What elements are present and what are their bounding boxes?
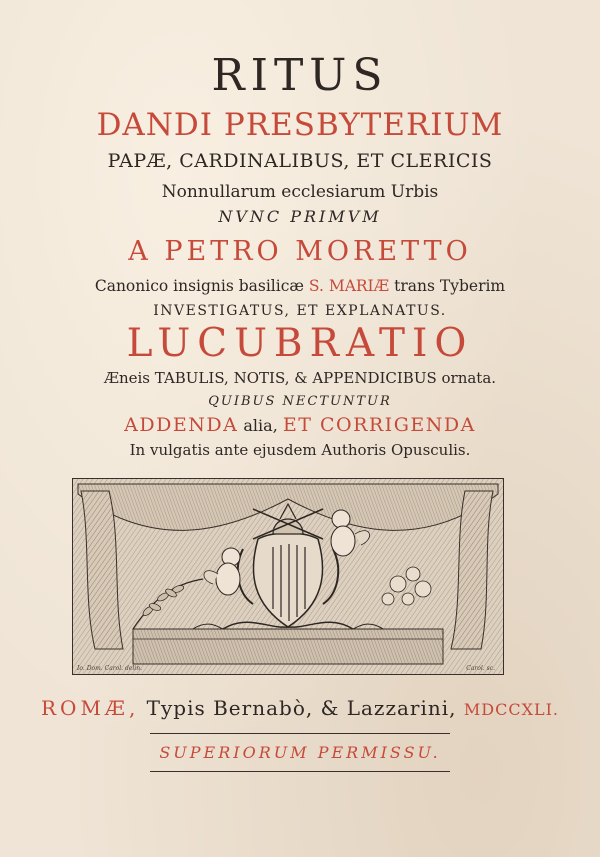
- subtitle-nonnullarum: Nonnullarum ecclesiarum Urbis: [161, 182, 439, 202]
- addenda-text: ADDENDA: [124, 414, 239, 436]
- lucubratio-line: LUCUBRATIO: [126, 321, 474, 366]
- canonico-line: [0, 277, 600, 295]
- quibus-line: QUIBUS NECTUNTUR: [208, 394, 392, 409]
- author-line: A PETRO MORETTO: [128, 236, 472, 267]
- s-mariae-text: S. MARIÆ: [308, 277, 390, 295]
- opusculis-line: In vulgatis ante ejusdem Authoris Opusculis.: [129, 441, 471, 459]
- engraving-credit-left: Io. Dom. Carol. delin.: [77, 665, 143, 672]
- investigatus-line: INVESTIGATUS, ET EXPLANATUS.: [153, 303, 447, 319]
- title-ritus: RITUS: [211, 50, 389, 101]
- subtitle-nunc-primum: NVNC PRIMVM: [218, 207, 382, 226]
- engraving-vignette: [72, 478, 504, 675]
- imprint-romae: ROMÆ,: [40, 696, 140, 720]
- corrigenda-text: ET CORRIGENDA: [282, 414, 476, 436]
- canonico-text: Canonico insignis basilicæ: [94, 277, 309, 295]
- addenda-line: [0, 414, 600, 436]
- alia-text: alia,: [238, 416, 283, 435]
- aeneis-line: Æneis TABULIS, NOTIS, & APPENDICIBUS ornata.: [103, 369, 497, 387]
- divider-rule-top: [150, 733, 450, 734]
- engraving-credit-right: Carol. sc.: [466, 665, 495, 672]
- divider-rule-bottom: [150, 771, 450, 772]
- imprint-typis: Typis Bernabò, & Lazzarini,: [139, 696, 464, 720]
- engraving-illustration: [73, 479, 503, 674]
- imprint-date: MDCCXLI.: [463, 700, 560, 719]
- title-dandi-presbyterium: DANDI PRESBYTERIUM: [96, 107, 504, 143]
- subtitle-papae: PAPÆ, CARDINALIBUS, ET CLERICIS: [107, 150, 493, 172]
- trans-tyberim-text: trans Tyberim: [389, 277, 506, 295]
- imprint-line: [0, 696, 600, 720]
- permission-line: SUPERIORUM PERMISSU.: [159, 743, 441, 762]
